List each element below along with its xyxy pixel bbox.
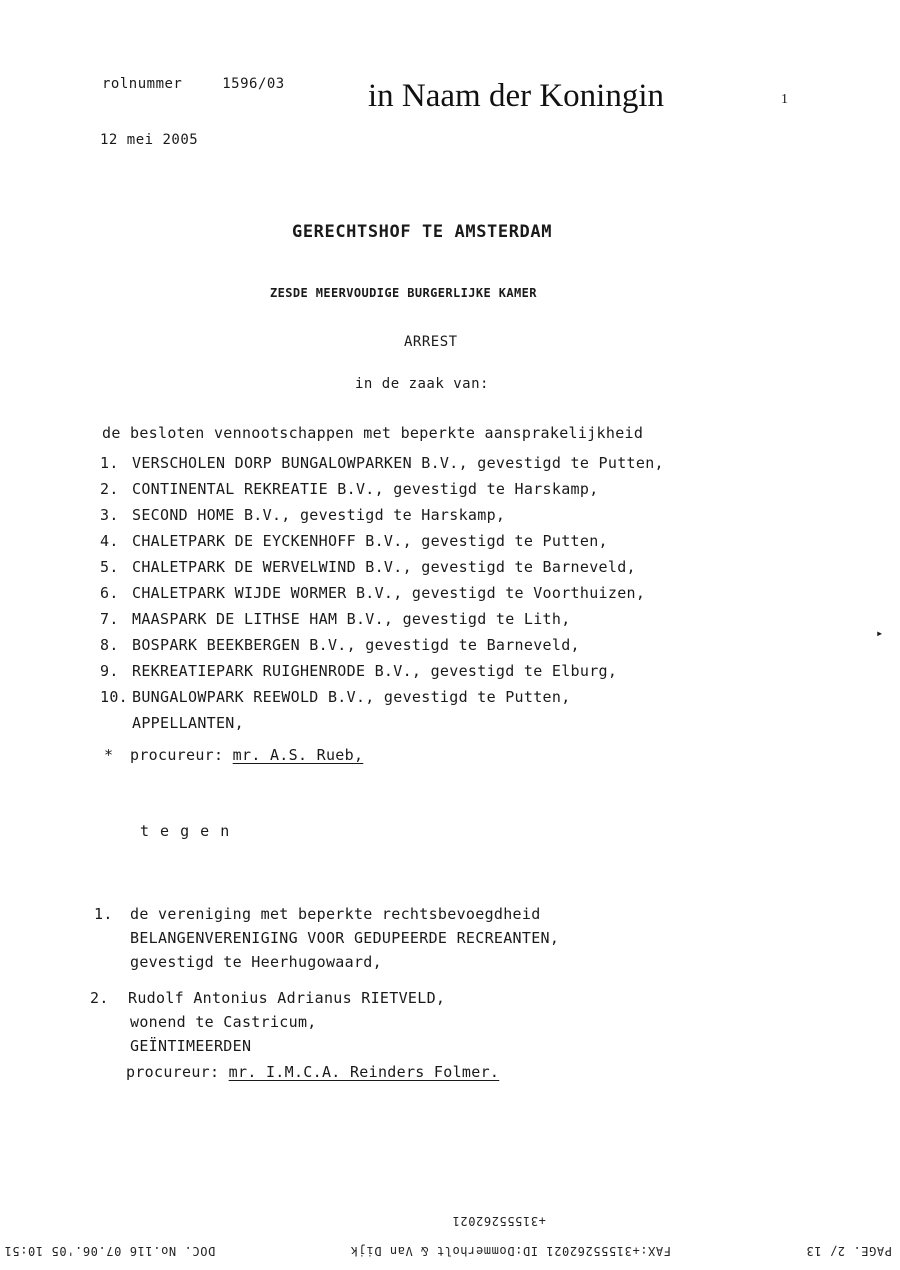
respondent-2-line-1: Rudolf Antonius Adrianus RIETVELD, [128,989,446,1007]
asterisk-mark: * [104,746,114,764]
respondent-1-line-2: BELANGENVERENIGING VOOR GEDUPEERDE RECREANTEN, [130,929,560,947]
list-item [100,580,664,606]
respondent-1 [94,902,559,974]
item-number: 6. [100,584,119,602]
appellants-role: APPELLANTEN, [132,714,244,732]
fax-header-line [4,1244,892,1258]
item-number: 2. [100,480,119,498]
item-number: 8. [100,636,119,654]
item-number: 10. [100,688,128,706]
list-item [100,476,664,502]
item-number: 1. [94,905,113,923]
item-text: VERSCHOLEN DORP BUNGALOWPARKEN B.V., gevestigd te Putten, [132,454,664,472]
item-number: 2. [90,989,109,1007]
respondents-role: GEÏNTIMEERDEN [130,1037,252,1055]
respondent-2-line-2: wonend te Castricum, [130,1013,317,1031]
fax-number: +31555262021 [452,1214,546,1228]
list-item [100,684,664,710]
item-text: REKREATIEPARK RUIGHENRODE B.V., gevestigd te Elburg, [132,662,618,680]
list-item [100,632,664,658]
list-item [100,606,664,632]
court-name: GERECHTSHOF TE AMSTERDAM [292,222,553,242]
fax-header-middle: FAX:+31555262021 ID:Dommerholt & Van Dijk [350,1244,671,1258]
list-item [100,658,664,684]
item-number: 7. [100,610,119,628]
respondent-1-line-3: gevestigd te Heerhugowaard, [130,953,382,971]
appellants-procureur [104,746,363,764]
item-text: MAASPARK DE LITHSE HAM B.V., gevestigd te Lith, [132,610,571,628]
procureur-name: mr. A.S. Rueb, [232,746,364,764]
case-intro: in de zaak van: [355,376,489,392]
fax-header-right: DOC. No.116 07.06.'05 10:51 [4,1244,216,1258]
rolnummer-value: 1596/03 [222,76,285,92]
item-text: CHALETPARK WIJDE WORMER B.V., gevestigd te Voorthuizen, [132,584,646,602]
item-number: 3. [100,506,119,524]
rolnummer-line [102,76,285,92]
item-text: CHALETPARK DE EYCKENHOFF B.V., gevestigd te Putten, [132,532,608,550]
respondent-2 [90,986,499,1084]
procureur-label: procureur: [126,1063,220,1081]
list-item [100,502,664,528]
procureur-name: mr. I.M.C.A. Reinders Folmer. [228,1063,500,1081]
item-text: CHALETPARK DE WERVELWIND B.V., gevestigd te Barneveld, [132,558,636,576]
item-number: 5. [100,558,119,576]
appellants-list [100,450,664,736]
page-title: in Naam der Koningin [368,78,665,114]
item-number: 9. [100,662,119,680]
appellants-intro: de besloten vennootschappen met beperkte aansprakelijkheid [102,424,644,442]
item-text: SECOND HOME B.V., gevestigd te Harskamp, [132,506,506,524]
fax-header-left: PAGE. 2/ 13 [805,1244,892,1258]
item-text: BUNGALOWPARK REEWOLD B.V., gevestigd te Putten, [132,688,571,706]
item-number: 4. [100,532,119,550]
list-item [100,528,664,554]
doc-type: ARREST [404,334,458,350]
item-number: 1. [100,454,119,472]
chamber-name: ZESDE MEERVOUDIGE BURGERLIJKE KAMER [270,286,537,300]
margin-mark-icon: ▸ [876,626,884,640]
document-date: 12 mei 2005 [100,132,199,148]
versus-label: t e g e n [140,822,231,840]
page-number: 1 [781,92,788,107]
procureur-label: procureur: [130,746,224,764]
item-text: BOSPARK BEEKBERGEN B.V., gevestigd te Barneveld, [132,636,580,654]
list-item [100,450,664,476]
rolnummer-label: rolnummer [102,76,183,92]
respondent-1-line-1: de vereniging met beperkte rechtsbevoegdheid [130,905,541,923]
item-text: CONTINENTAL REKREATIE B.V., gevestigd te Harskamp, [132,480,599,498]
list-item [100,554,664,580]
